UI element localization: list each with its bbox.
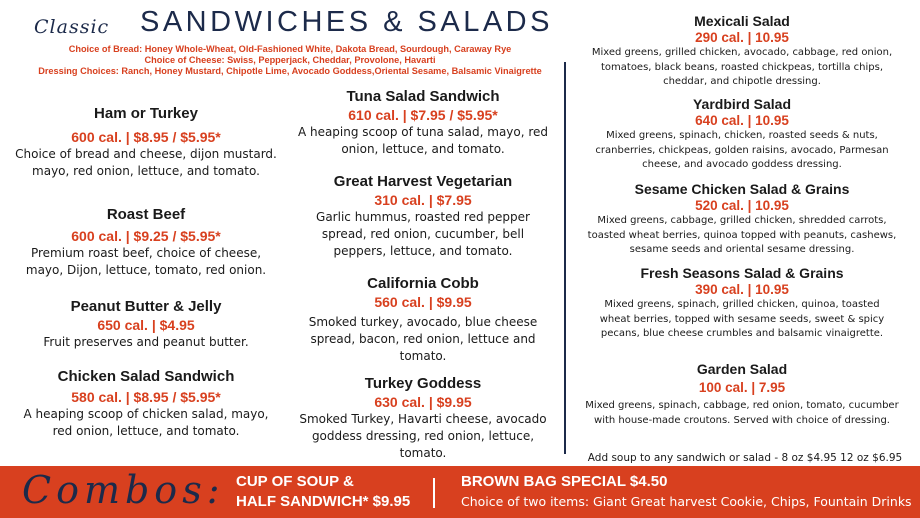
item-desc: mayo, Dijon, lettuce, tomato, red onion. bbox=[25, 263, 267, 277]
item-name: Turkey Goddess bbox=[364, 375, 482, 392]
item-desc: goddess dressing, red onion, lettuce, bbox=[311, 429, 535, 443]
item-desc: cheese, and avocado goddess dressing. bbox=[642, 159, 842, 170]
menu-item-turkey-goddess bbox=[288, 375, 558, 462]
combos-banner bbox=[0, 466, 920, 518]
item-desc: tomato. bbox=[399, 349, 447, 363]
item-name: Great Harvest Vegetarian bbox=[333, 173, 513, 190]
menu-item-pbj bbox=[6, 298, 286, 351]
header-script-classic: Classic bbox=[34, 16, 110, 38]
banner-divider bbox=[433, 478, 435, 508]
soup-add-on-note: Add soup to any sandwich or salad - 8 oz $4.95 12 oz $6.95 bbox=[587, 452, 903, 464]
menu-item-great-harvest-vegetarian bbox=[288, 173, 558, 260]
bread-choices-note: Choice of Bread: Honey Whole-Wheat, Old-Fashioned White, Dakota Bread, Sourdough, Caraway Rye bbox=[68, 44, 512, 54]
cheese-choices-note: Choice of Cheese: Swiss, Pepperjack, Cheddar, Provolone, Havarti bbox=[144, 55, 436, 65]
item-desc: cranberries, chickpeas, golden raisins, avocado, Parmesan bbox=[595, 144, 889, 156]
item-price: 520 cal. | 10.95 bbox=[695, 198, 789, 213]
item-name: Roast Beef bbox=[106, 206, 186, 223]
item-desc: Smoked turkey, avocado, blue cheese bbox=[308, 315, 538, 329]
item-name: Garden Salad bbox=[696, 361, 788, 377]
item-name: Mexicali Salad bbox=[694, 13, 790, 29]
menu-item-sesame-chicken-salad bbox=[572, 181, 912, 258]
item-price: 310 cal. | $7.95 bbox=[374, 192, 472, 208]
item-price: 600 cal. | $9.25 / $5.95* bbox=[71, 228, 221, 244]
item-price: 560 cal. | $9.95 bbox=[374, 294, 472, 310]
item-price: 650 cal. | $4.95 bbox=[97, 317, 195, 333]
item-desc: mayo, red onion, lettuce, and tomato. bbox=[32, 164, 260, 178]
brown-bag-description: Choice of two items: Giant Great harvest Cookie, Chips, Fountain Drinks bbox=[461, 494, 912, 509]
item-desc: cheddar, and chipotle dressing. bbox=[663, 76, 821, 87]
dressing-choices-note: Dressing Choices: Ranch, Honey Mustard, Chipotle Lime, Avocado Goddess,Oriental Sesame, Balsamic Vinaigrette bbox=[38, 66, 542, 76]
column-divider bbox=[564, 62, 566, 454]
item-desc: peppers, lettuce, and tomato. bbox=[333, 244, 513, 258]
item-desc: Smoked Turkey, Havarti cheese, avocado bbox=[299, 412, 547, 426]
item-name: Tuna Salad Sandwich bbox=[346, 88, 500, 105]
item-desc: A heaping scoop of tuna salad, mayo, red bbox=[297, 125, 549, 139]
item-desc: toasted wheat berries, quinoa topped with peanuts, cashews, bbox=[587, 229, 897, 241]
combo-soup-line-1: CUP OF SOUP & bbox=[236, 473, 354, 490]
item-name: Fresh Seasons Salad & Grains bbox=[640, 265, 844, 281]
combos-script-title: Combos: bbox=[22, 468, 225, 512]
item-desc: spread, red onion, cucumber, bell bbox=[321, 227, 525, 241]
item-desc: Premium roast beef, choice of cheese, bbox=[30, 246, 262, 260]
item-price: 390 cal. | 10.95 bbox=[695, 282, 789, 297]
item-price: 290 cal. | 10.95 bbox=[695, 30, 789, 45]
menu-item-garden-salad bbox=[572, 361, 912, 428]
item-price: 100 cal. | 7.95 bbox=[698, 380, 786, 395]
menu-item-yardbird-salad bbox=[572, 96, 912, 173]
menu-item-ham-or-turkey bbox=[6, 105, 286, 180]
item-desc: wheat berries, topped with sesame seeds, sweet & spicy bbox=[599, 313, 885, 325]
item-desc: Fruit preserves and peanut butter. bbox=[43, 335, 249, 349]
brown-bag-special: BROWN BAG SPECIAL $4.50 bbox=[461, 473, 668, 490]
item-desc: Mixed greens, spinach, grilled chicken, quinoa, toasted bbox=[604, 299, 880, 310]
item-desc: tomatoes, black beans, roasted chickpeas, tortilla chips, bbox=[600, 61, 884, 73]
item-price: 640 cal. | 10.95 bbox=[695, 113, 789, 128]
item-desc: Mixed greens, cabbage, grilled chicken, shredded carrots, bbox=[597, 215, 887, 226]
item-desc: Mixed greens, spinach, cabbage, red onion, tomato, cucumber bbox=[585, 400, 899, 411]
item-desc: Mixed greens, grilled chicken, avocado, cabbage, red onion, bbox=[591, 47, 893, 58]
item-desc: sesame seeds and oriental sesame dressing. bbox=[629, 244, 855, 255]
combo-soup-line-2: HALF SANDWICH* $9.95 bbox=[236, 493, 411, 510]
item-price: 600 cal. | $8.95 / $5.95* bbox=[71, 129, 221, 145]
page-title: SANDWICHES & SALADS bbox=[140, 6, 553, 38]
item-desc: tomato. bbox=[399, 446, 447, 460]
item-desc: pecans, blue cheese crumbles and balsamic vinaigrette. bbox=[600, 328, 884, 339]
item-price: 630 cal. | $9.95 bbox=[374, 394, 472, 410]
item-desc: A heaping scoop of chicken salad, mayo, bbox=[23, 407, 269, 421]
item-name: California Cobb bbox=[367, 275, 479, 292]
menu-item-fresh-seasons-salad bbox=[572, 265, 912, 342]
menu-item-chicken-salad-sandwich bbox=[6, 368, 286, 440]
item-desc: red onion, lettuce, and tomato. bbox=[52, 424, 240, 438]
item-name: Chicken Salad Sandwich bbox=[57, 368, 235, 385]
item-name: Ham or Turkey bbox=[94, 105, 198, 122]
item-name: Peanut Butter & Jelly bbox=[70, 298, 222, 315]
item-desc: spread, bacon, red onion, lettuce and bbox=[310, 332, 536, 346]
menu-item-roast-beef bbox=[6, 206, 286, 279]
item-name: Sesame Chicken Salad & Grains bbox=[634, 181, 850, 197]
item-price: 580 cal. | $8.95 / $5.95* bbox=[71, 389, 221, 405]
menu-item-tuna-salad-sandwich bbox=[288, 88, 558, 158]
menu-item-california-cobb bbox=[288, 275, 558, 365]
item-price: 610 cal. | $7.95 / $5.95* bbox=[348, 107, 498, 123]
item-desc: Mixed greens, spinach, chicken, roasted seeds & nuts, bbox=[606, 130, 878, 141]
item-desc: Garlic hummus, roasted red pepper bbox=[316, 210, 530, 224]
menu-item-mexicali-salad bbox=[572, 13, 912, 90]
item-desc: onion, lettuce, and tomato. bbox=[341, 142, 505, 156]
item-desc: with house-made croutons. Served with choice of dressing. bbox=[594, 414, 890, 426]
item-name: Yardbird Salad bbox=[692, 96, 792, 112]
item-desc: Choice of bread and cheese, dijon mustard. bbox=[15, 147, 277, 161]
